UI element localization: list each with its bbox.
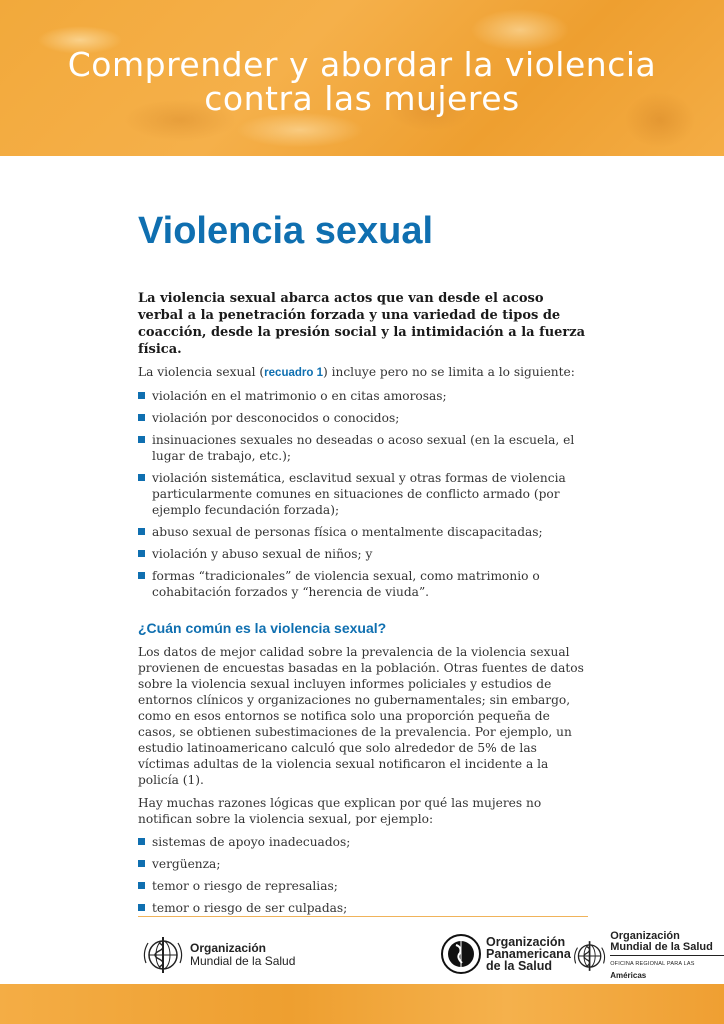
series-title-line-1: Comprender y abordar la violencia bbox=[67, 45, 657, 84]
footer-band bbox=[0, 984, 724, 1024]
americas-label: Américas bbox=[610, 971, 647, 980]
list-item-text: temor o riesgo de represalias; bbox=[152, 879, 338, 893]
who-americas-name-line-2: Mundial de la Salud bbox=[610, 941, 713, 953]
paho-name-line-1: Organización bbox=[486, 935, 566, 949]
square-bullet-icon bbox=[138, 474, 145, 481]
list-item bbox=[138, 568, 588, 600]
list-item bbox=[138, 524, 588, 540]
reasons-list bbox=[138, 834, 588, 916]
who-americas-name-line-1: Organización bbox=[610, 930, 680, 942]
square-bullet-icon bbox=[138, 838, 145, 845]
page-title: Violencia sexual bbox=[138, 210, 434, 252]
list-item bbox=[138, 546, 588, 562]
box-reference-link[interactable]: recuadro 1 bbox=[264, 367, 323, 379]
who-emblem-icon bbox=[140, 933, 186, 977]
list-item-text: temor o riesgo de ser culpadas; bbox=[152, 901, 348, 915]
prevalence-paragraph: Los datos de mejor calidad sobre la prevalencia de la violencia sexual provienen de encuestas basadas en la población. Otras fuentes de datos sobre la violencia sexual incluyen informes policiales y estudios de entornos clínicos y organizaciones no gubernamentales; sin embargo, como en esos entornos se notifica solo una proporción pequeña de casos, se obtienen subestimaciones de la prevalencia. Por ejemplo, un estudio latinoamericano calculó que solo alrededor de 5% de las víctimas adultas de la violencia sexual notificaron el incidente a la policía (1). bbox=[138, 645, 584, 787]
document-series-title bbox=[0, 45, 724, 118]
square-bullet-icon bbox=[138, 550, 145, 557]
footer-divider bbox=[138, 916, 588, 917]
intro-text-after: ) incluye pero no se limita a lo siguiente: bbox=[322, 365, 575, 379]
square-bullet-icon bbox=[138, 436, 145, 443]
list-item bbox=[138, 878, 588, 894]
intro-text-before: La violencia sexual ( bbox=[138, 365, 265, 379]
list-item bbox=[138, 900, 588, 916]
list-item-text: vergüenza; bbox=[152, 857, 221, 871]
paho-logo-text bbox=[486, 936, 571, 972]
regional-office-label: OFICINA REGIONAL PARA LAS bbox=[610, 961, 695, 967]
square-bullet-icon bbox=[138, 392, 145, 399]
intro-paragraph bbox=[138, 364, 588, 381]
square-bullet-icon bbox=[138, 882, 145, 889]
square-bullet-icon bbox=[138, 904, 145, 911]
who-name-line-2: Mundial de la Salud bbox=[190, 954, 296, 968]
paho-name-line-3: de la Salud bbox=[486, 959, 552, 973]
who-americas-logo bbox=[571, 931, 724, 981]
list-item-text: violación por desconocidos o conocidos; bbox=[152, 411, 400, 425]
main-content bbox=[138, 290, 588, 923]
square-bullet-icon bbox=[138, 528, 145, 535]
list-item-text: violación en el matrimonio o en citas amorosas; bbox=[152, 389, 447, 403]
section-heading: ¿Cuán común es la violencia sexual? bbox=[138, 620, 387, 636]
forms-list bbox=[138, 388, 588, 600]
list-item bbox=[138, 856, 588, 872]
who-logo bbox=[140, 933, 295, 977]
regional-office-line bbox=[610, 955, 724, 981]
who-americas-logo-text bbox=[610, 931, 724, 981]
lead-paragraph: La violencia sexual abarca actos que van desde el acoso verbal a la penetración forzada y una variedad de tipos de coacción, desde la presión social y la intimidación a la fuerza física. bbox=[138, 291, 586, 357]
list-item-text: abuso sexual de personas física o mentalmente discapacitadas; bbox=[152, 525, 543, 539]
who-name-line-1: Organización bbox=[190, 941, 267, 955]
paho-logo bbox=[440, 933, 571, 975]
list-item bbox=[138, 470, 588, 518]
list-item bbox=[138, 410, 588, 426]
square-bullet-icon bbox=[138, 414, 145, 421]
who-emblem-icon bbox=[571, 937, 608, 975]
series-title-line-2: contra las mujeres bbox=[204, 79, 520, 118]
list-item-text: sistemas de apoyo inadecuados; bbox=[152, 835, 351, 849]
list-item-text: insinuaciones sexuales no deseadas o acoso sexual (en la escuela, el lugar de trabajo, etc.); bbox=[152, 433, 575, 463]
square-bullet-icon bbox=[138, 860, 145, 867]
list-item-text: violación sistemática, esclavitud sexual y otras formas de violencia particularmente comunes en situaciones de conflicto armado (por ejemplo fecundación forzada); bbox=[152, 471, 566, 517]
reasons-paragraph: Hay muchas razones lógicas que explican por qué las mujeres no notifican sobre la violencia sexual, por ejemplo: bbox=[138, 796, 542, 826]
who-logo-text bbox=[190, 942, 295, 968]
list-item bbox=[138, 834, 588, 850]
list-item bbox=[138, 432, 588, 464]
list-item-text: violación y abuso sexual de niños; y bbox=[152, 547, 373, 561]
paho-name-line-2: Panamericana bbox=[486, 947, 571, 961]
square-bullet-icon bbox=[138, 572, 145, 579]
paho-emblem-icon bbox=[440, 933, 482, 975]
list-item bbox=[138, 388, 588, 404]
list-item-text: formas “tradicionales” de violencia sexual, como matrimonio o cohabitación forzados y “herencia de viuda”. bbox=[152, 569, 540, 599]
header-banner bbox=[0, 0, 724, 156]
